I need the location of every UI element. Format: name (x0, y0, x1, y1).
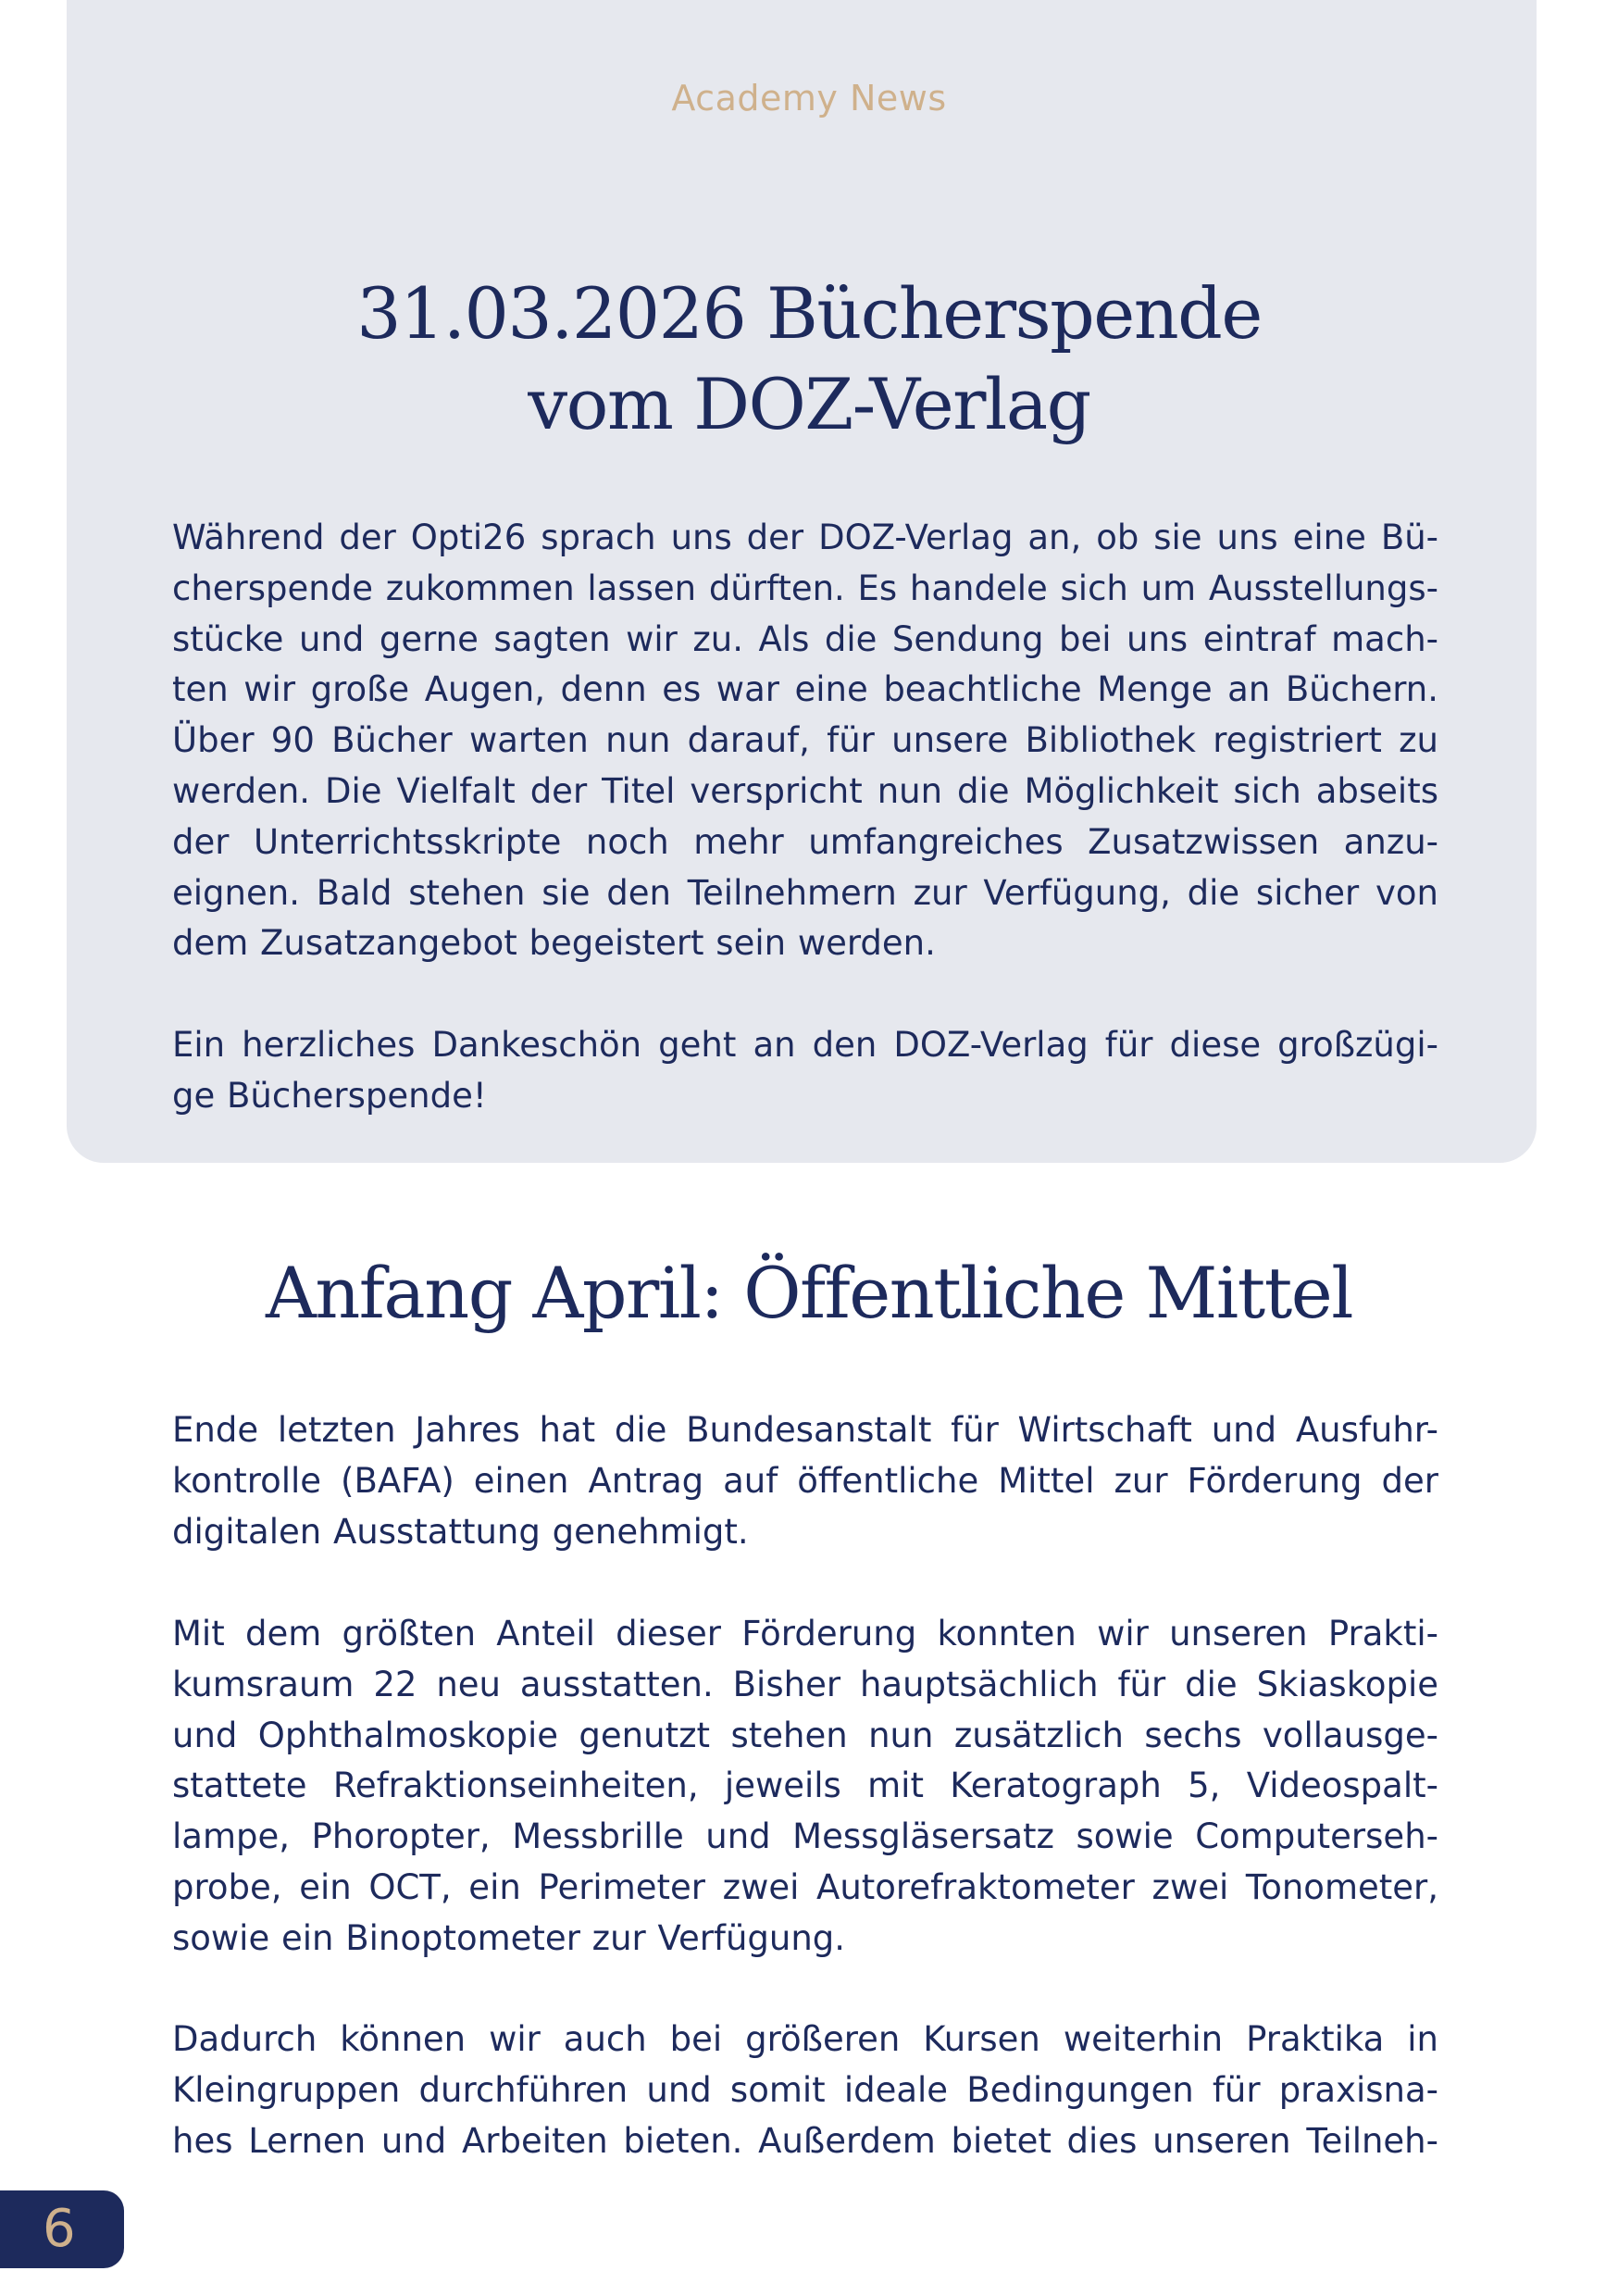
text-line: Während der Opti26 sprach uns der DOZ-Verlag an, ob sie uns eine Bü- (172, 518, 1438, 557)
text-line: ge Bücherspende! (172, 1075, 487, 1116)
text-line: Ende letzten Jahres hat die Bundesanstalt für Wirtschaft und Ausfuhr- (172, 1410, 1438, 1450)
text-line: cherspende zukommen lassen dürften. Es handele sich um Ausstellungs- (172, 568, 1438, 608)
article-title-book-donation (0, 268, 1618, 450)
article-title-public-funds: Anfang April: Öffentliche Mittel (265, 1252, 1353, 1334)
article-title-line: 31.03.2026 Bücherspende (356, 272, 1262, 355)
article-paragraph (172, 1020, 1438, 1122)
page-number: 6 (43, 2199, 76, 2259)
text-line: ten wir große Augen, denn es war eine beachtliche Menge an Büchern. (172, 669, 1438, 710)
text-line: probe, ein OCT, ein Perimeter zwei Autorefraktometer zwei Tonometer, (172, 1866, 1438, 1907)
article-paragraph (172, 1405, 1438, 1557)
text-line: dem Zusatzangebot begeistert sein werden. (172, 923, 936, 964)
article-paragraph (172, 1609, 1438, 1965)
text-line: sowie ein Binoptometer zur Verfügung. (172, 1917, 846, 1958)
text-line: der Unterrichtsskripte noch mehr umfangreiches Zusatzwissen anzu- (172, 821, 1438, 862)
text-line: Über 90 Bücher warten nun darauf, für unsere Bibliothek registriert zu (172, 720, 1438, 761)
text-line: werden. Die Vielfalt der Titel verspricht nun die Möglichkeit sich abseits (172, 770, 1438, 811)
text-line: Kleingruppen durchführen und somit ideale Bedingungen für praxisna- (172, 2069, 1438, 2110)
text-line: und Ophthalmoskopie genutzt stehen nun zusätzlich sechs vollausge- (172, 1715, 1438, 1755)
text-line: stattete Refraktionseinheiten, jeweils mit Keratograph 5, Videospalt- (172, 1766, 1438, 1806)
text-line: digitalen Ausstattung genehmigt. (172, 1511, 749, 1552)
text-line: stücke und gerne sagten wir zu. Als die Sendung bei uns eintraf mach- (172, 618, 1438, 659)
text-line: lampe, Phoropter, Messbrille und Messgläsersatz sowie Computerseh- (172, 1816, 1438, 1857)
text-line: hes Lernen und Arbeiten bieten. Außerdem bietet dies unseren Teilneh- (172, 2120, 1438, 2161)
article-paragraph (172, 2015, 1438, 2166)
text-line: Dadurch können wir auch bei größeren Kursen weiterhin Praktika in (172, 2019, 1438, 2059)
article-title-line: vom DOZ-Verlag (528, 363, 1090, 445)
text-line: Mit dem größten Anteil dieser Förderung konnten wir unseren Prakti- (172, 1614, 1438, 1653)
page-number-badge (0, 2190, 124, 2268)
section-label: Academy News (671, 78, 947, 119)
text-line: eignen. Bald stehen sie den Teilnehmern zur Verfügung, die sicher von (172, 872, 1438, 913)
article-paragraph (172, 513, 1438, 969)
text-line: kontrolle (BAFA) einen Antrag auf öffentliche Mittel zur Förderung der (172, 1460, 1438, 1501)
text-line: Ein herzliches Dankeschön geht an den DOZ-Verlag für diese großzügi- (172, 1025, 1438, 1065)
text-line: kumsraum 22 neu ausstatten. Bisher hauptsächlich für die Skiaskopie (172, 1664, 1438, 1704)
